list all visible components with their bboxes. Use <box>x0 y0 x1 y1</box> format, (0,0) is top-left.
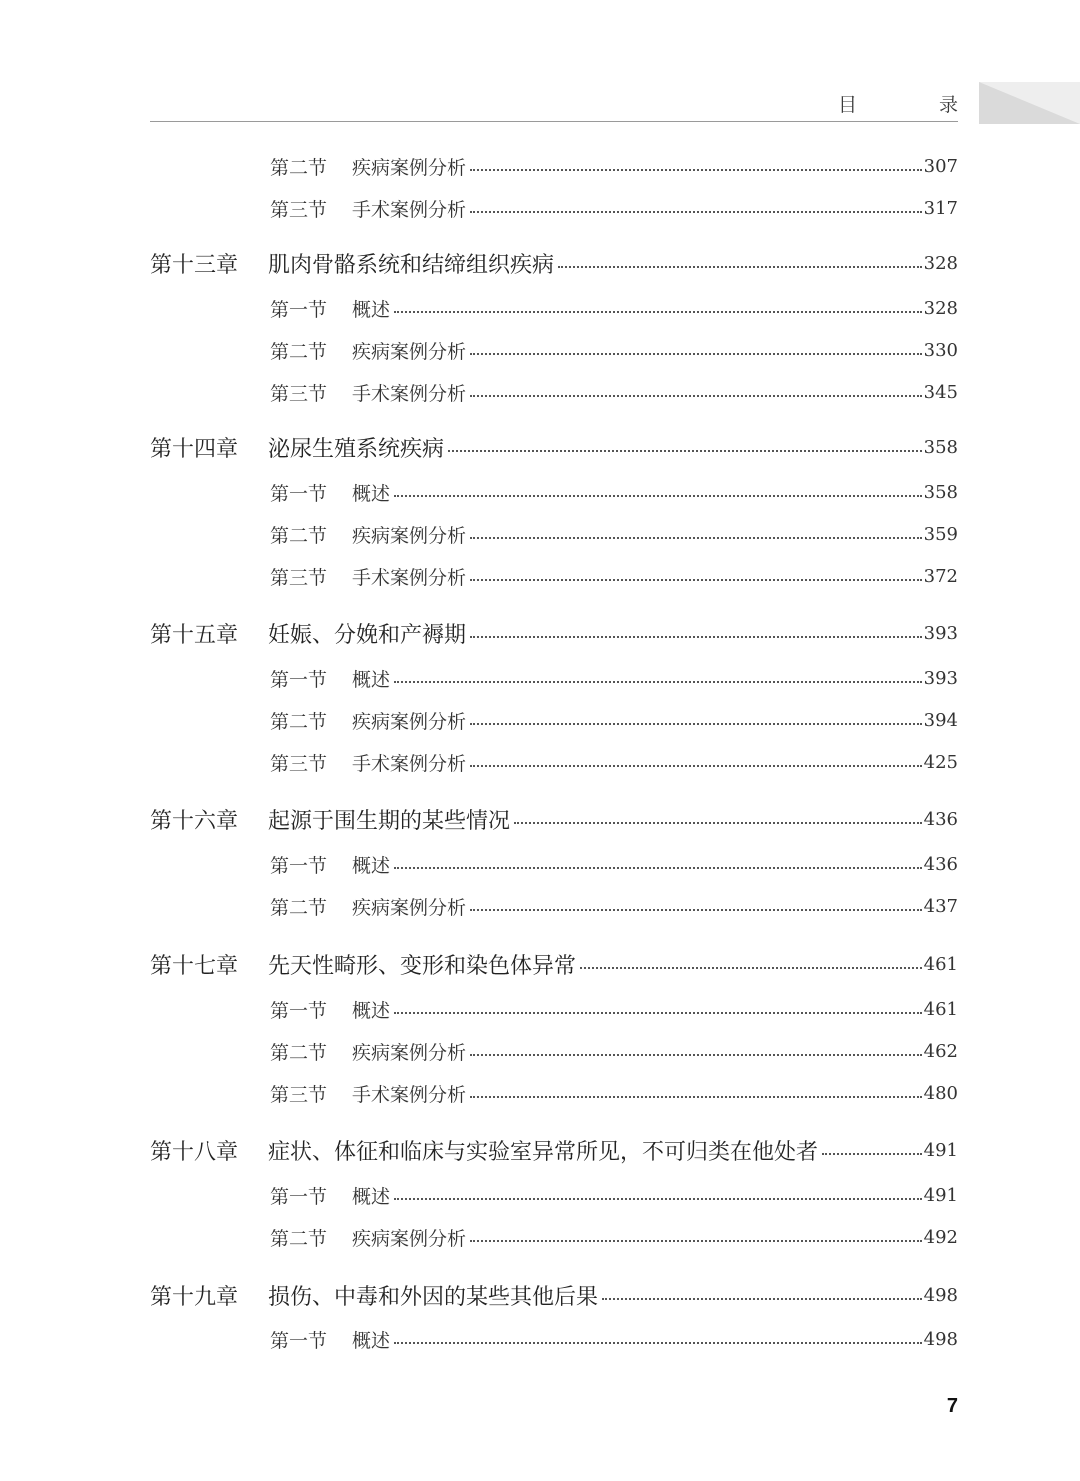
section-title: 手术案例分析 <box>352 566 467 589</box>
page-reference: 480 <box>923 1082 958 1104</box>
page-reference: 492 <box>923 1226 958 1248</box>
section-title: 疾病案例分析 <box>352 1227 467 1250</box>
page-reference: 498 <box>923 1284 958 1306</box>
chapter-number: 第十三章 <box>150 252 239 278</box>
dot-leader <box>822 1153 922 1155</box>
page-reference: 491 <box>923 1139 958 1161</box>
dot-leader <box>470 1054 922 1056</box>
dot-leader <box>558 266 922 268</box>
section-title: 概述 <box>352 298 391 321</box>
toc-section-entry[interactable] <box>150 516 958 552</box>
dot-leader <box>470 765 922 767</box>
dot-leader <box>394 681 922 683</box>
chapter-title: 损伤、中毒和外因的某些其他后果 <box>268 1284 599 1310</box>
page-reference: 358 <box>923 481 958 503</box>
page-reference: 358 <box>923 436 958 458</box>
section-title: 手术案例分析 <box>352 752 467 775</box>
section-number: 第一节 <box>270 482 328 505</box>
page-reference: 462 <box>923 1040 958 1062</box>
toc-section-entry[interactable] <box>150 1177 958 1213</box>
dot-leader <box>470 1240 922 1242</box>
chapter-title: 症状、体征和临床与实验室异常所见，不可归类在他处者 <box>268 1139 819 1165</box>
chapter-title: 肌肉骨骼系统和结缔组织疾病 <box>268 252 555 278</box>
page-reference: 328 <box>923 297 958 319</box>
toc-section-entry[interactable] <box>150 374 958 410</box>
chapter-title: 泌尿生殖系统疾病 <box>268 436 445 462</box>
page-reference: 491 <box>923 1184 958 1206</box>
toc-section-entry[interactable] <box>150 660 958 696</box>
toc-chapter-entry[interactable] <box>150 245 958 281</box>
section-title: 疾病案例分析 <box>352 340 467 363</box>
section-number: 第一节 <box>270 854 328 877</box>
page-number: 7 <box>946 1395 958 1417</box>
dot-leader <box>470 395 922 397</box>
section-number: 第三节 <box>270 752 328 775</box>
page-reference: 393 <box>923 667 958 689</box>
toc-chapter-entry[interactable] <box>150 946 958 982</box>
page-reference: 345 <box>923 381 958 403</box>
toc-section-entry[interactable] <box>150 1219 958 1255</box>
toc-section-entry[interactable] <box>150 1033 958 1069</box>
dot-leader <box>394 1198 922 1200</box>
toc-section-entry[interactable] <box>150 888 958 924</box>
section-title: 疾病案例分析 <box>352 1041 467 1064</box>
chapter-number: 第十八章 <box>150 1139 239 1165</box>
toc-chapter-entry[interactable] <box>150 801 958 837</box>
section-title: 概述 <box>352 999 391 1022</box>
chapter-title: 先天性畸形、变形和染色体异常 <box>268 953 577 979</box>
toc-section-entry[interactable] <box>150 190 958 226</box>
dot-leader <box>394 867 922 869</box>
dot-leader <box>394 1012 922 1014</box>
dot-leader <box>470 636 922 638</box>
page-reference: 498 <box>923 1328 958 1350</box>
section-number: 第三节 <box>270 198 328 221</box>
toc-section-entry[interactable] <box>150 332 958 368</box>
section-number: 第一节 <box>270 298 328 321</box>
dot-leader <box>470 723 922 725</box>
dot-leader <box>470 211 922 213</box>
section-number: 第一节 <box>270 1329 328 1352</box>
dot-leader <box>470 579 922 581</box>
page-reference: 372 <box>923 565 958 587</box>
dot-leader <box>394 495 922 497</box>
dot-leader <box>470 537 922 539</box>
page-reference: 461 <box>923 998 958 1020</box>
dot-leader <box>470 353 922 355</box>
toc-section-entry[interactable] <box>150 558 958 594</box>
page-reference: 425 <box>923 751 958 773</box>
dot-leader <box>470 909 922 911</box>
chapter-title: 起源于围生期的某些情况 <box>268 808 511 834</box>
section-title: 手术案例分析 <box>352 198 467 221</box>
toc-section-entry[interactable] <box>150 846 958 882</box>
section-title: 疾病案例分析 <box>352 156 467 179</box>
page-reference: 461 <box>923 953 958 975</box>
page-reference: 317 <box>923 197 958 219</box>
section-number: 第二节 <box>270 340 328 363</box>
dot-leader <box>394 1342 922 1344</box>
dot-leader <box>602 1298 922 1300</box>
page-reference: 328 <box>923 252 958 274</box>
page-reference: 394 <box>923 709 958 731</box>
section-number: 第二节 <box>270 710 328 733</box>
section-number: 第二节 <box>270 156 328 179</box>
section-number: 第三节 <box>270 382 328 405</box>
toc-section-entry[interactable] <box>150 474 958 510</box>
dot-leader <box>470 1096 922 1098</box>
toc-chapter-entry[interactable] <box>150 1277 958 1313</box>
section-title: 手术案例分析 <box>352 382 467 405</box>
page-reference: 393 <box>923 622 958 644</box>
page-reference: 436 <box>923 853 958 875</box>
header-title: 目 录 <box>837 94 996 116</box>
section-title: 疾病案例分析 <box>352 896 467 919</box>
page-reference: 436 <box>923 808 958 830</box>
running-header <box>150 88 996 122</box>
chapter-number: 第十六章 <box>150 808 239 834</box>
section-title: 概述 <box>352 854 391 877</box>
toc-chapter-entry[interactable] <box>150 615 958 651</box>
section-title: 疾病案例分析 <box>352 710 467 733</box>
dot-leader <box>448 450 922 452</box>
section-number: 第三节 <box>270 566 328 589</box>
section-number: 第二节 <box>270 1041 328 1064</box>
toc-section-entry[interactable] <box>150 702 958 738</box>
page-reference: 330 <box>923 339 958 361</box>
dot-leader <box>580 967 922 969</box>
chapter-number: 第十七章 <box>150 953 239 979</box>
chapter-number: 第十九章 <box>150 1284 239 1310</box>
page-reference: 307 <box>923 155 958 177</box>
section-title: 概述 <box>352 1185 391 1208</box>
toc-section-entry[interactable] <box>150 290 958 326</box>
page-reference: 359 <box>923 523 958 545</box>
dot-leader <box>394 311 922 313</box>
toc-section-entry[interactable] <box>150 148 958 184</box>
dot-leader <box>514 822 922 824</box>
section-title: 概述 <box>352 1329 391 1352</box>
section-number: 第二节 <box>270 1227 328 1250</box>
chapter-number: 第十四章 <box>150 436 239 462</box>
section-title: 概述 <box>352 482 391 505</box>
section-title: 疾病案例分析 <box>352 524 467 547</box>
chapter-number: 第十五章 <box>150 622 239 648</box>
toc-section-entry[interactable] <box>150 1321 958 1357</box>
chapter-title: 妊娠、分娩和产褥期 <box>268 622 467 648</box>
section-number: 第二节 <box>270 524 328 547</box>
section-number: 第二节 <box>270 896 328 919</box>
page-reference: 437 <box>923 895 958 917</box>
toc-chapter-entry[interactable] <box>150 1132 958 1168</box>
section-number: 第一节 <box>270 1185 328 1208</box>
toc-section-entry[interactable] <box>150 1075 958 1111</box>
toc-section-entry[interactable] <box>150 744 958 780</box>
toc-chapter-entry[interactable] <box>150 429 958 465</box>
section-number: 第三节 <box>270 1083 328 1106</box>
section-number: 第一节 <box>270 668 328 691</box>
dot-leader <box>470 169 922 171</box>
section-number: 第一节 <box>270 999 328 1022</box>
section-title: 手术案例分析 <box>352 1083 467 1106</box>
section-title: 概述 <box>352 668 391 691</box>
toc-section-entry[interactable] <box>150 991 958 1027</box>
